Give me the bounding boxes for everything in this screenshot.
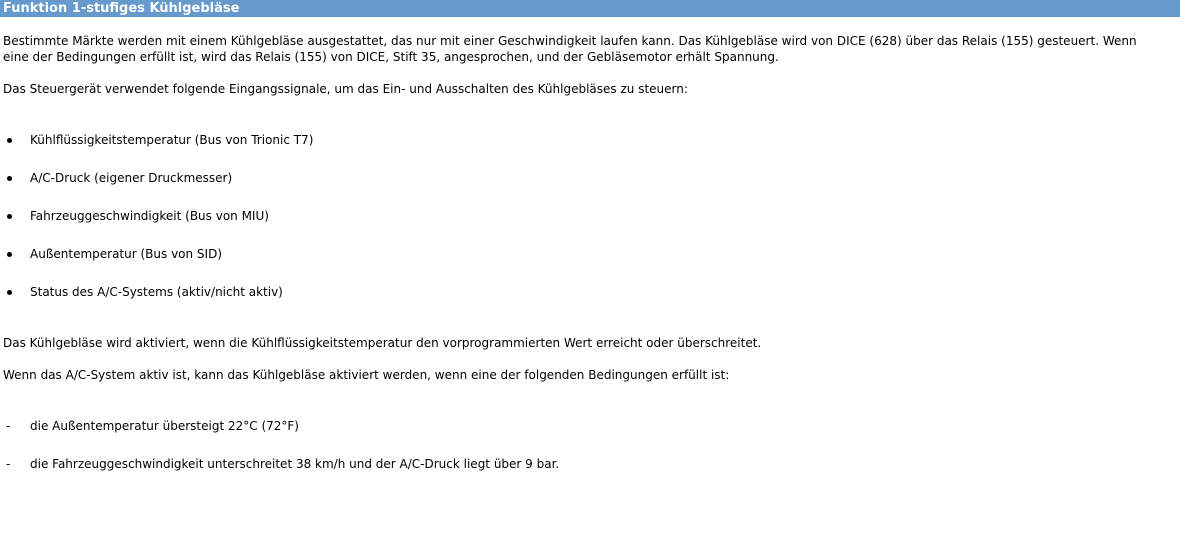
- signal-label: A/C-Druck (eigener Druckmesser): [30, 171, 233, 185]
- bullet-icon: [7, 138, 12, 143]
- dash-marker: -: [6, 419, 11, 433]
- bullet-icon: [7, 214, 12, 219]
- signal-label: Kühlflüssigkeitstemperatur (Bus von Trionic T7): [30, 133, 314, 147]
- intro-line-1: Bestimmte Märkte werden mit einem Kühlgebläse ausgestattet, das nur mit einer Geschwindigkeit laufen kann. Das Kühlgebläse wird von DICE (628) über das Relais (155) gesteuert. Wenn: [3, 34, 1137, 48]
- signal-label: Status des A/C-Systems (aktiv/nicht aktiv): [30, 285, 283, 299]
- condition-label: die Außentemperatur übersteigt 22°C (72°F): [30, 419, 299, 433]
- signals-intro: Das Steuergerät verwendet folgende Eingangssignale, um das Ein- und Ausschalten des Kühlgebläses zu steuern:: [3, 82, 688, 96]
- bullet-icon: [7, 176, 12, 181]
- ac-conditions-intro: Wenn das A/C-System aktiv ist, kann das Kühlgebläse aktiviert werden, wenn eine der folgenden Bedingungen erfüllt ist:: [3, 368, 730, 382]
- page-title: Funktion 1-stufiges Kühlgebläse: [0, 0, 1180, 17]
- signal-label: Fahrzeuggeschwindigkeit (Bus von MIU): [30, 209, 269, 223]
- condition-label: die Fahrzeuggeschwindigkeit unterschreitet 38 km/h und der A/C-Druck liegt über 9 bar.: [30, 457, 560, 471]
- intro-line-2: eine der Bedingungen erfüllt ist, wird das Relais (155) von DICE, Stift 35, angesprochen, und der Gebläsemotor erhält Spannung.: [3, 50, 779, 64]
- bullet-icon: [7, 290, 12, 295]
- signal-label: Außentemperatur (Bus von SID): [30, 247, 223, 261]
- activation-text: Das Kühlgebläse wird aktiviert, wenn die Kühlflüssigkeitstemperatur den vorprogrammierten Wert erreicht oder überschreitet.: [3, 336, 762, 350]
- bullet-icon: [7, 252, 12, 257]
- dash-marker: -: [6, 457, 11, 471]
